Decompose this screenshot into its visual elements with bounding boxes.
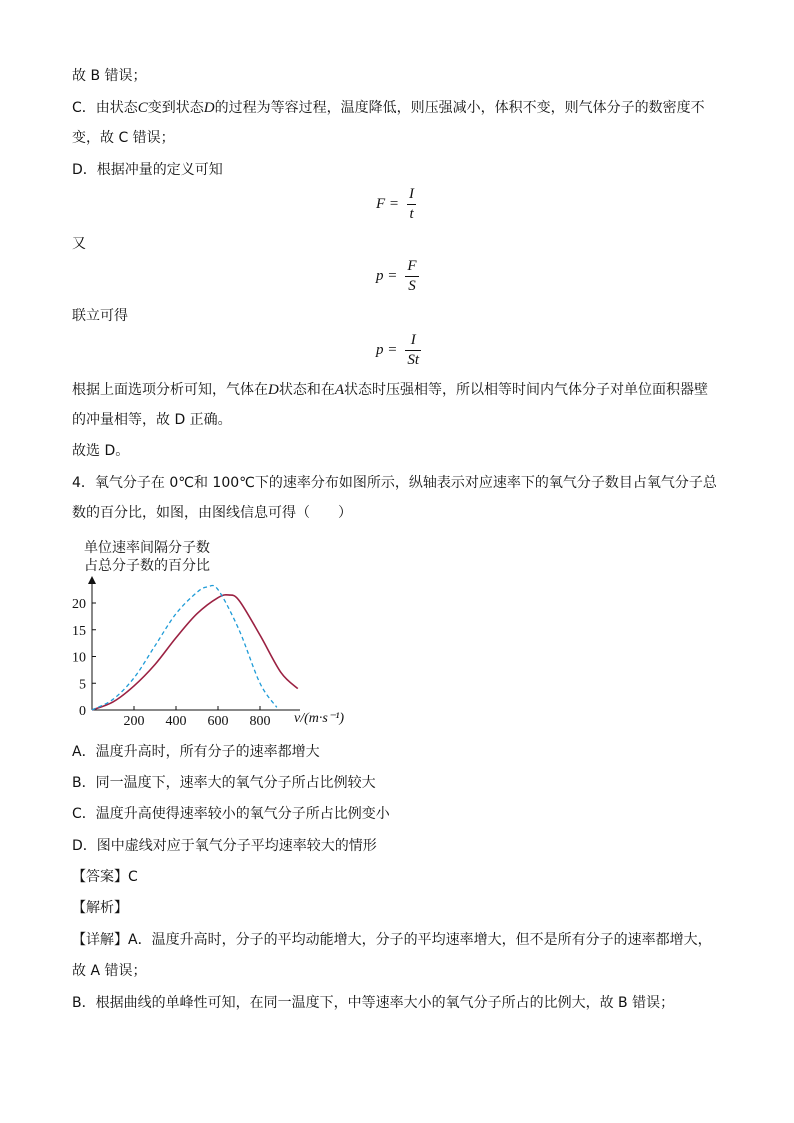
text-segment: 状态时压强相等，所以相等时间内气体分子对单位面积器壁: [344, 382, 709, 398]
text-line: 又: [72, 236, 86, 252]
detail-line: 【详解】A．温度升高时，分子的平均动能增大，分子的平均速率增大，但不是所有分子的速率都增大，: [72, 932, 712, 948]
analysis-tag: 【解析】: [72, 900, 128, 916]
detail-line: 故 A 错误；: [72, 963, 147, 979]
equation-lhs: p =: [376, 268, 398, 284]
option-d: D．图中虚线对应于氧气分子平均速率较大的情形: [72, 838, 377, 854]
y-tick-label: 15: [72, 623, 86, 639]
numerator: I: [409, 186, 415, 202]
question-4-stem: 4．氧气分子在 0℃和 100℃下的速率分布如图所示，纵轴表示对应速率下的氧气分子数目占氧气分子总: [72, 475, 717, 491]
x-tick-label: 200: [123, 714, 145, 729]
denominator: t: [409, 206, 414, 222]
text-segment: C．由状态: [72, 100, 138, 116]
equation-pressure: [376, 258, 419, 295]
answer-line: [72, 867, 138, 887]
text-line: D．根据冲量的定义可知: [72, 162, 223, 178]
x-tick-labels: [124, 706, 271, 729]
speed-distribution-chart: [72, 532, 372, 732]
fraction: [407, 186, 416, 223]
equation-impulse: [376, 186, 416, 223]
dashed-curve: [92, 585, 277, 710]
x-axis-label: v/(m·s⁻¹): [294, 711, 345, 726]
question-4-stem-cont: 数的百分比，如图，由图线信息可得（ ）: [72, 505, 352, 521]
text-segment: 状态和在: [278, 382, 335, 398]
text-line: 变，故 C 错误；: [72, 130, 175, 146]
text-line: 故选 D。: [72, 443, 130, 459]
text-line: 联立可得: [72, 308, 128, 324]
text-line: 的冲量相等，故 D 正确。: [72, 412, 232, 428]
x-tick-label: 800: [249, 714, 271, 729]
state-symbol: C: [137, 100, 148, 116]
equation-combined: [376, 332, 421, 369]
x-tick-label: 400: [165, 714, 187, 729]
text-line: 故 B 错误；: [72, 68, 147, 84]
text-segment: 根据上面选项分析可知，气体在: [72, 382, 268, 398]
detail-line: B．根据曲线的单峰性可知，在同一温度下，中等速率大小的氧气分子所占的比例大，故 B 错误；: [72, 995, 675, 1011]
option-a: A．温度升高时，所有分子的速率都增大: [72, 744, 320, 760]
state-symbol: D: [268, 382, 279, 398]
y-tick-label: 5: [79, 677, 86, 693]
option-c: C．温度升高使得速率较小的氧气分子所占比例变小: [72, 806, 390, 822]
x-tick-label: 600: [207, 714, 229, 729]
text-line: [72, 380, 708, 400]
option-b: B．同一温度下，速率大的氧气分子所占比例较大: [72, 775, 376, 791]
answer-value: C: [128, 869, 138, 885]
equation-lhs: p =: [376, 342, 398, 358]
denominator: St: [407, 352, 420, 368]
text-segment: 变到状态: [147, 100, 204, 116]
fraction: [405, 332, 421, 369]
y-tick-label: 0: [79, 704, 86, 719]
denominator: S: [408, 278, 416, 294]
state-symbol: D: [203, 100, 215, 116]
y-axis-label-line1: 单位速率间隔分子数: [84, 540, 210, 556]
y-tick-label: 10: [72, 650, 86, 666]
text-segment: 的过程为等容过程，温度降低，则压强减小，体积不变，则气体分子的数密度不: [214, 100, 705, 116]
chart-series: [92, 585, 298, 710]
equation-lhs: F =: [376, 196, 400, 212]
text-line-option-c: [72, 98, 705, 118]
solid-curve: [92, 595, 298, 710]
y-axis-label-line2: 占总分子数的百分比: [84, 558, 210, 574]
y-tick-label: 20: [72, 597, 86, 612]
fraction: [405, 258, 418, 295]
state-symbol: A: [334, 382, 345, 398]
answer-tag: 【答案】: [72, 869, 128, 885]
numerator: I: [410, 332, 416, 348]
numerator: F: [407, 258, 417, 274]
